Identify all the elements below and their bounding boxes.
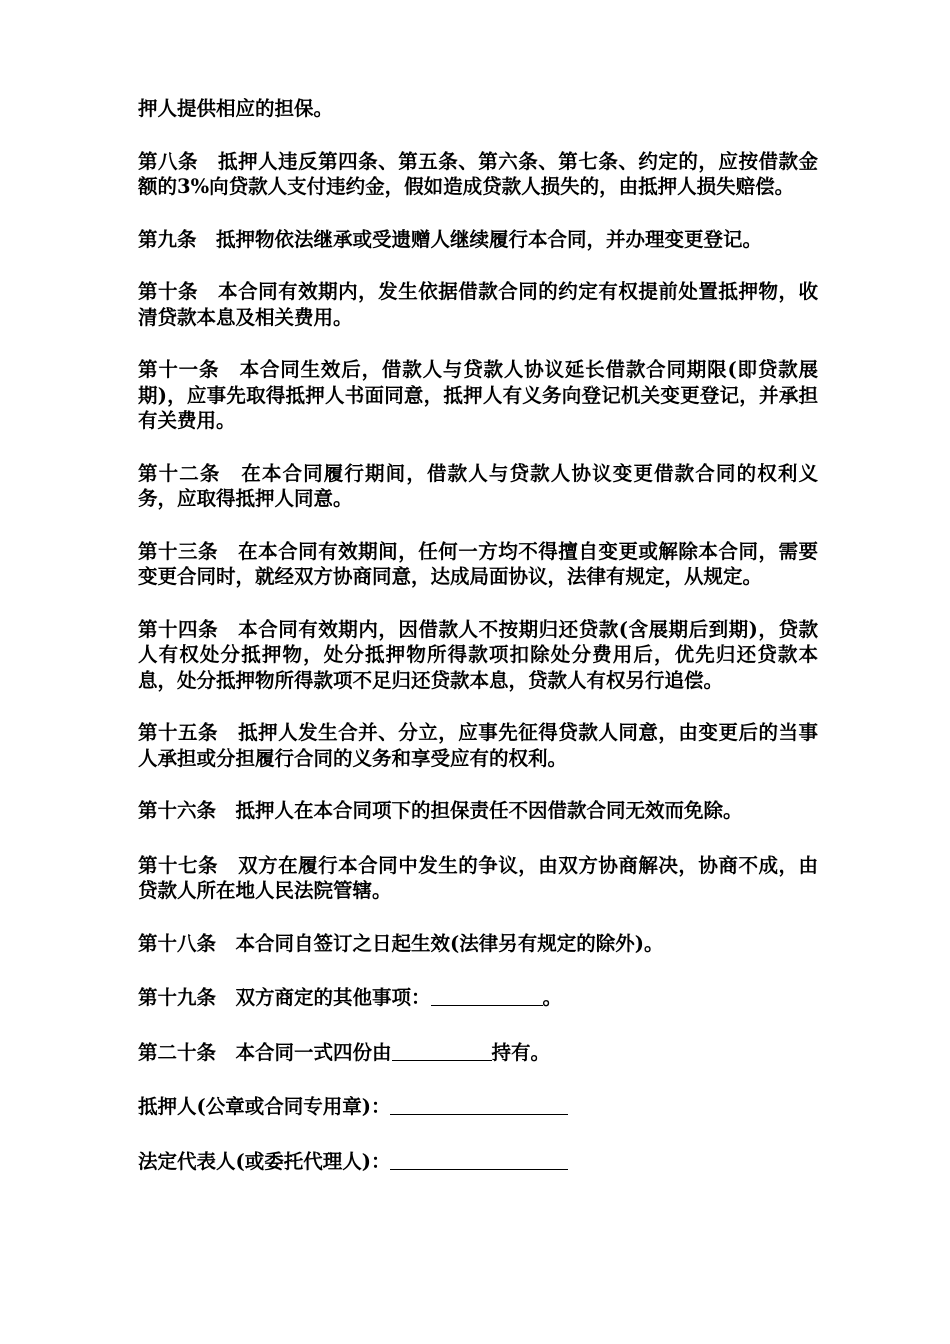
- article-18: 第十八条 本合同自签订之日起生效(法律另有规定的除外)。: [138, 931, 664, 955]
- article-14: 第十四条 本合同有效期内，因借款人不按期归还贷款(含展期后到期)，贷款人有权处分抵押物，处分抵押物所得款项扣除处分费用后，优先归还贷款本息，处分抵押物所得款项不足归还贷款本息，贷款人有权另行追偿。: [138, 617, 818, 692]
- paragraph-continuation: 押人提供相应的担保。: [138, 97, 334, 120]
- article-11: 第十一条 本合同生效后，借款人与贷款人协议延长借款合同期限(即贷款展期)，应事先取得抵押人书面同意，抵押人有义务向登记机关变更登记，并承担有关费用。: [138, 358, 818, 432]
- article-20-blank[interactable]: [392, 1040, 492, 1061]
- article-20-text: 第二十条 本合同一式四份由: [138, 1040, 392, 1064]
- representative-signature-line[interactable]: [390, 1149, 568, 1170]
- article-19-blank[interactable]: [431, 985, 543, 1006]
- article-15: 第十五条 抵押人发生合并、分立，应事先征得贷款人同意，由变更后的当事人承担或分担履行合同的义务和享受应有的权利。: [138, 721, 818, 770]
- article-19-text: 第十九条 双方商定的其他事项：: [138, 986, 431, 1009]
- mortgagor-label: 抵押人(公章或合同专用章)：: [138, 1095, 391, 1118]
- article-20-suffix: 持有。: [491, 1040, 551, 1064]
- mortgagor-signature: [138, 1094, 818, 1120]
- article-9: 第九条 抵押物依法继承或受遗赠人继续履行本合同，并办理变更登记。: [138, 227, 763, 251]
- article-17: 第十七条 双方在履行本合同中发生的争议，由双方协商解决，协商不成，由贷款人所在地人民法院管辖。: [138, 853, 818, 902]
- representative-label: 法定代表人(或委托代理人)：: [138, 1149, 391, 1173]
- article-19-suffix: 。: [542, 986, 563, 1009]
- mortgagor-signature-line[interactable]: [390, 1094, 568, 1115]
- article-12: 第十二条 在本合同履行期间，借款人与贷款人协议变更借款合同的权利义务，应取得抵押人同意。: [138, 461, 818, 510]
- document-page: [138, 96, 818, 1203]
- representative-signature: [138, 1149, 818, 1175]
- article-16: 第十六条 抵押人在本合同项下的担保责任不因借款合同无效而免除。: [138, 799, 743, 822]
- article-19: [138, 985, 818, 1011]
- article-8: 第八条 抵押人违反第四条、第五条、第六条、第七条、约定的，应按借款金额的3%向贷款人支付违约金，假如造成贷款人损失的，由抵押人损失赔偿。: [138, 149, 818, 198]
- article-10: 第十条 本合同有效期内，发生依据借款合同的约定有权提前处置抵押物，收清贷款本息及相关费用。: [138, 280, 818, 329]
- article-13: 第十三条 在本合同有效期间，任何一方均不得擅自变更或解除本合同，需要变更合同时，就经双方协商同意，达成局面协议，法律有规定，从规定。: [138, 539, 818, 588]
- article-20: [138, 1040, 818, 1066]
